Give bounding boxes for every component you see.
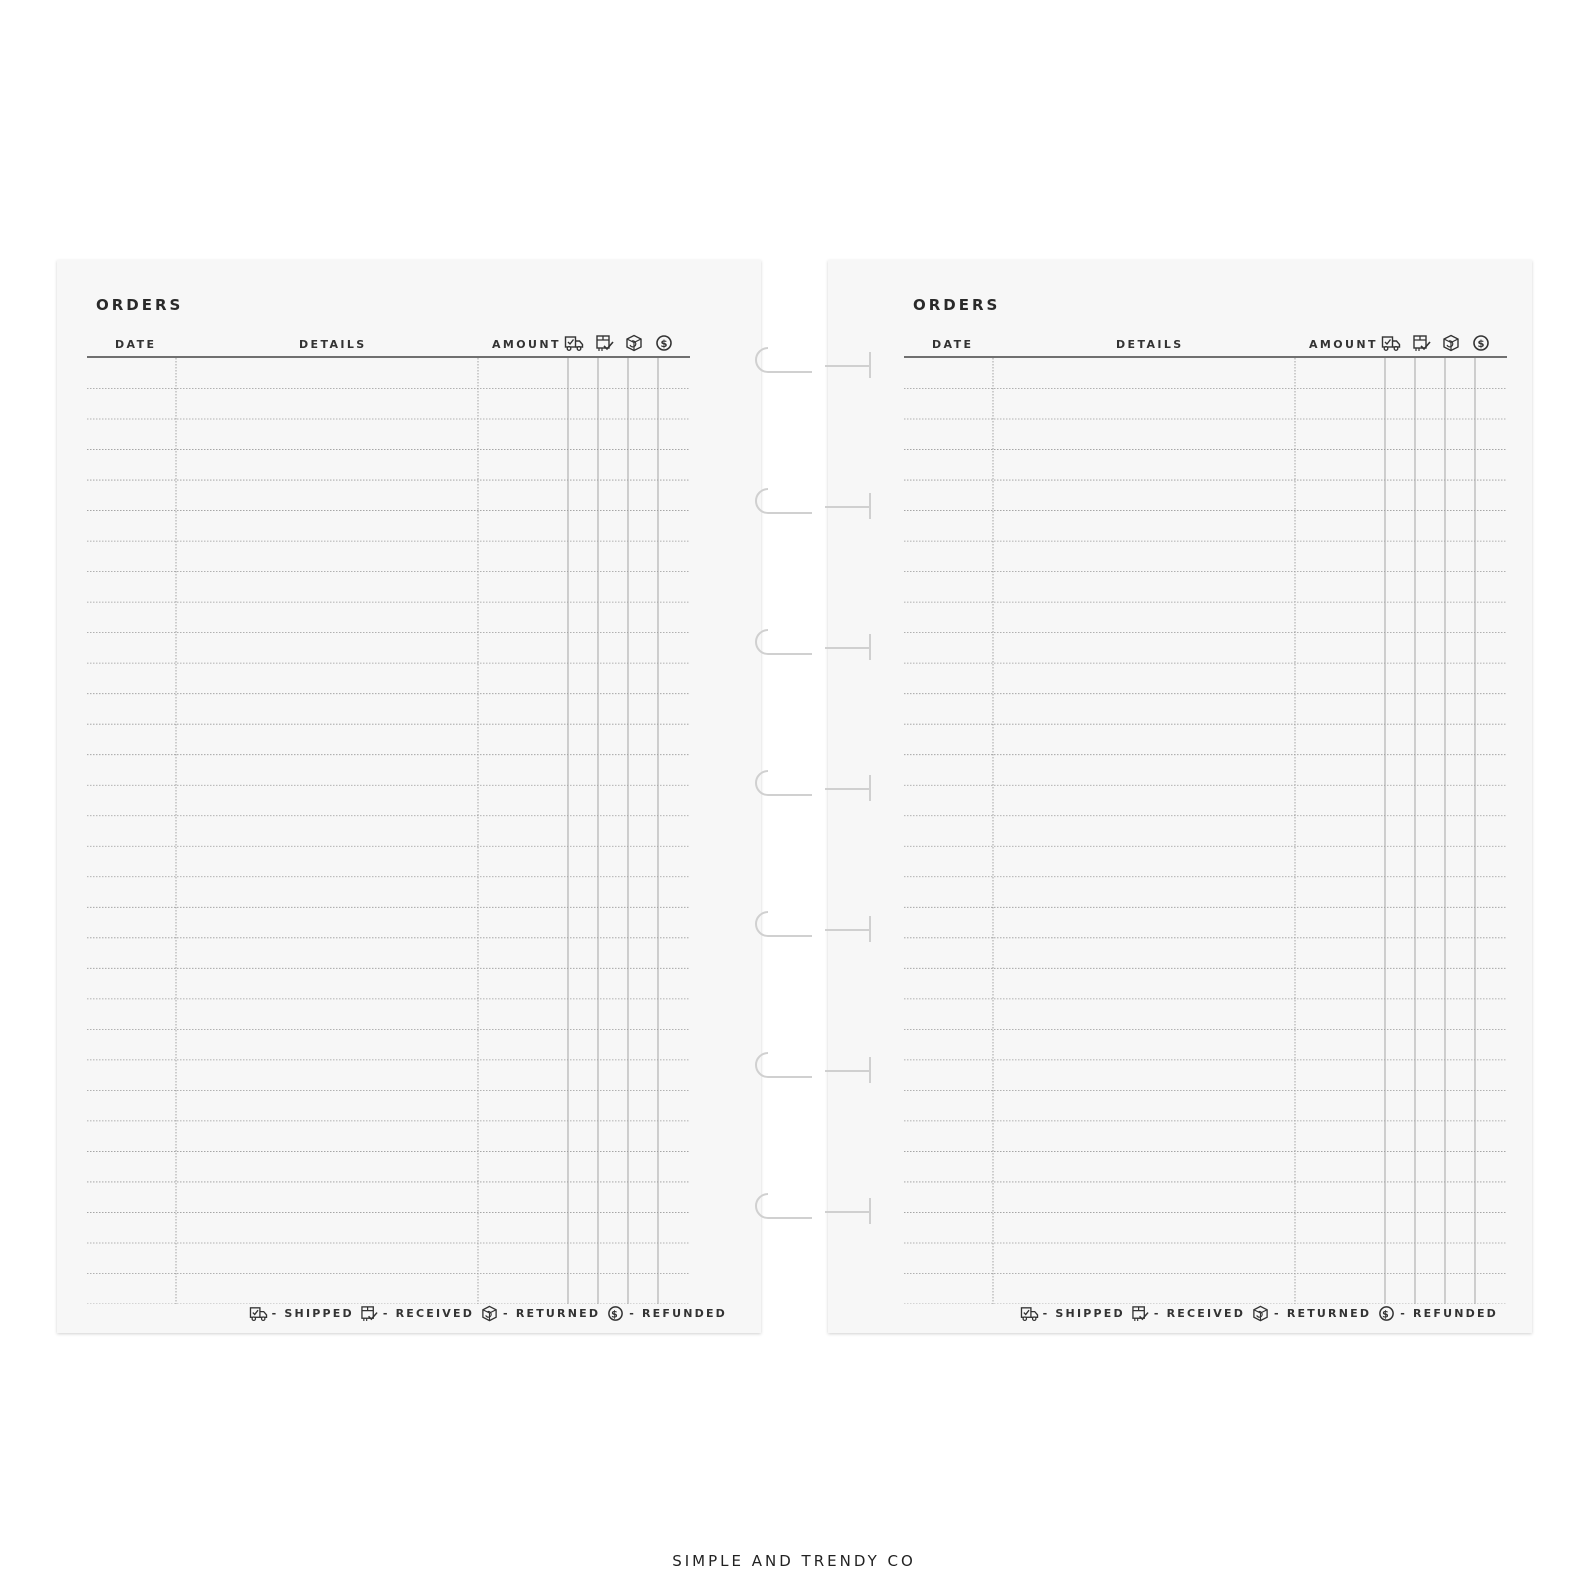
planner-page-right [828,260,1532,1333]
ring-notch-left [756,1194,812,1218]
refunded-dollar-icon [606,1305,625,1322]
column-header-date: DATE [115,338,157,351]
received-box-icon [1131,1305,1150,1322]
received-box-icon [1412,334,1432,352]
shipped-truck-icon [1381,334,1401,352]
page-title: ORDERS [913,296,1001,314]
legend-label: - REFUNDED [629,1307,727,1320]
legend-item-returned [1251,1305,1371,1322]
ring-notch-left [756,489,812,513]
ring-notch-left [756,912,812,936]
ring-notch-left [756,630,812,654]
returned-box-icon [1441,334,1461,352]
ring-notch-left [756,771,812,795]
received-box-icon [595,334,615,352]
legend-item-received [360,1305,474,1322]
returned-box-icon [480,1305,499,1322]
ring-notch-left [756,348,812,372]
status-legend [243,1305,727,1322]
shipped-truck-icon [249,1305,268,1322]
legend-label: - REFUNDED [1400,1307,1498,1320]
brand-footer: SIMPLE AND TRENDY CO [672,1552,916,1570]
legend-item-shipped [1020,1305,1125,1322]
page-title: ORDERS [96,296,184,314]
legend-label: - RETURNED [1274,1307,1372,1320]
column-header-amount: AMOUNT [1309,338,1378,351]
refunded-dollar-icon [1471,334,1491,352]
legend-label: - RECEIVED [382,1307,475,1320]
shipped-truck-icon [1020,1305,1039,1322]
shipped-truck-icon [564,334,584,352]
planner-page-left [57,260,761,1333]
orders-table-grid [904,356,1507,1304]
legend-item-refunded [606,1305,727,1322]
column-header-details: DETAILS [1116,338,1184,351]
ring-notch-left [756,1053,812,1077]
column-header-date: DATE [932,338,974,351]
legend-item-shipped [249,1305,354,1322]
orders-table-grid [87,356,690,1304]
legend-label: - SHIPPED [1042,1307,1125,1320]
legend-label: - RECEIVED [1153,1307,1246,1320]
returned-box-icon [624,334,644,352]
refunded-dollar-icon [654,334,674,352]
column-header-amount: AMOUNT [492,338,561,351]
legend-item-refunded [1377,1305,1498,1322]
received-box-icon [360,1305,379,1322]
refunded-dollar-icon [1377,1305,1396,1322]
legend-item-received [1131,1305,1245,1322]
column-header-details: DETAILS [299,338,367,351]
legend-label: - SHIPPED [271,1307,354,1320]
returned-box-icon [1251,1305,1270,1322]
status-legend [1014,1305,1498,1322]
legend-label: - RETURNED [503,1307,601,1320]
legend-item-returned [480,1305,600,1322]
